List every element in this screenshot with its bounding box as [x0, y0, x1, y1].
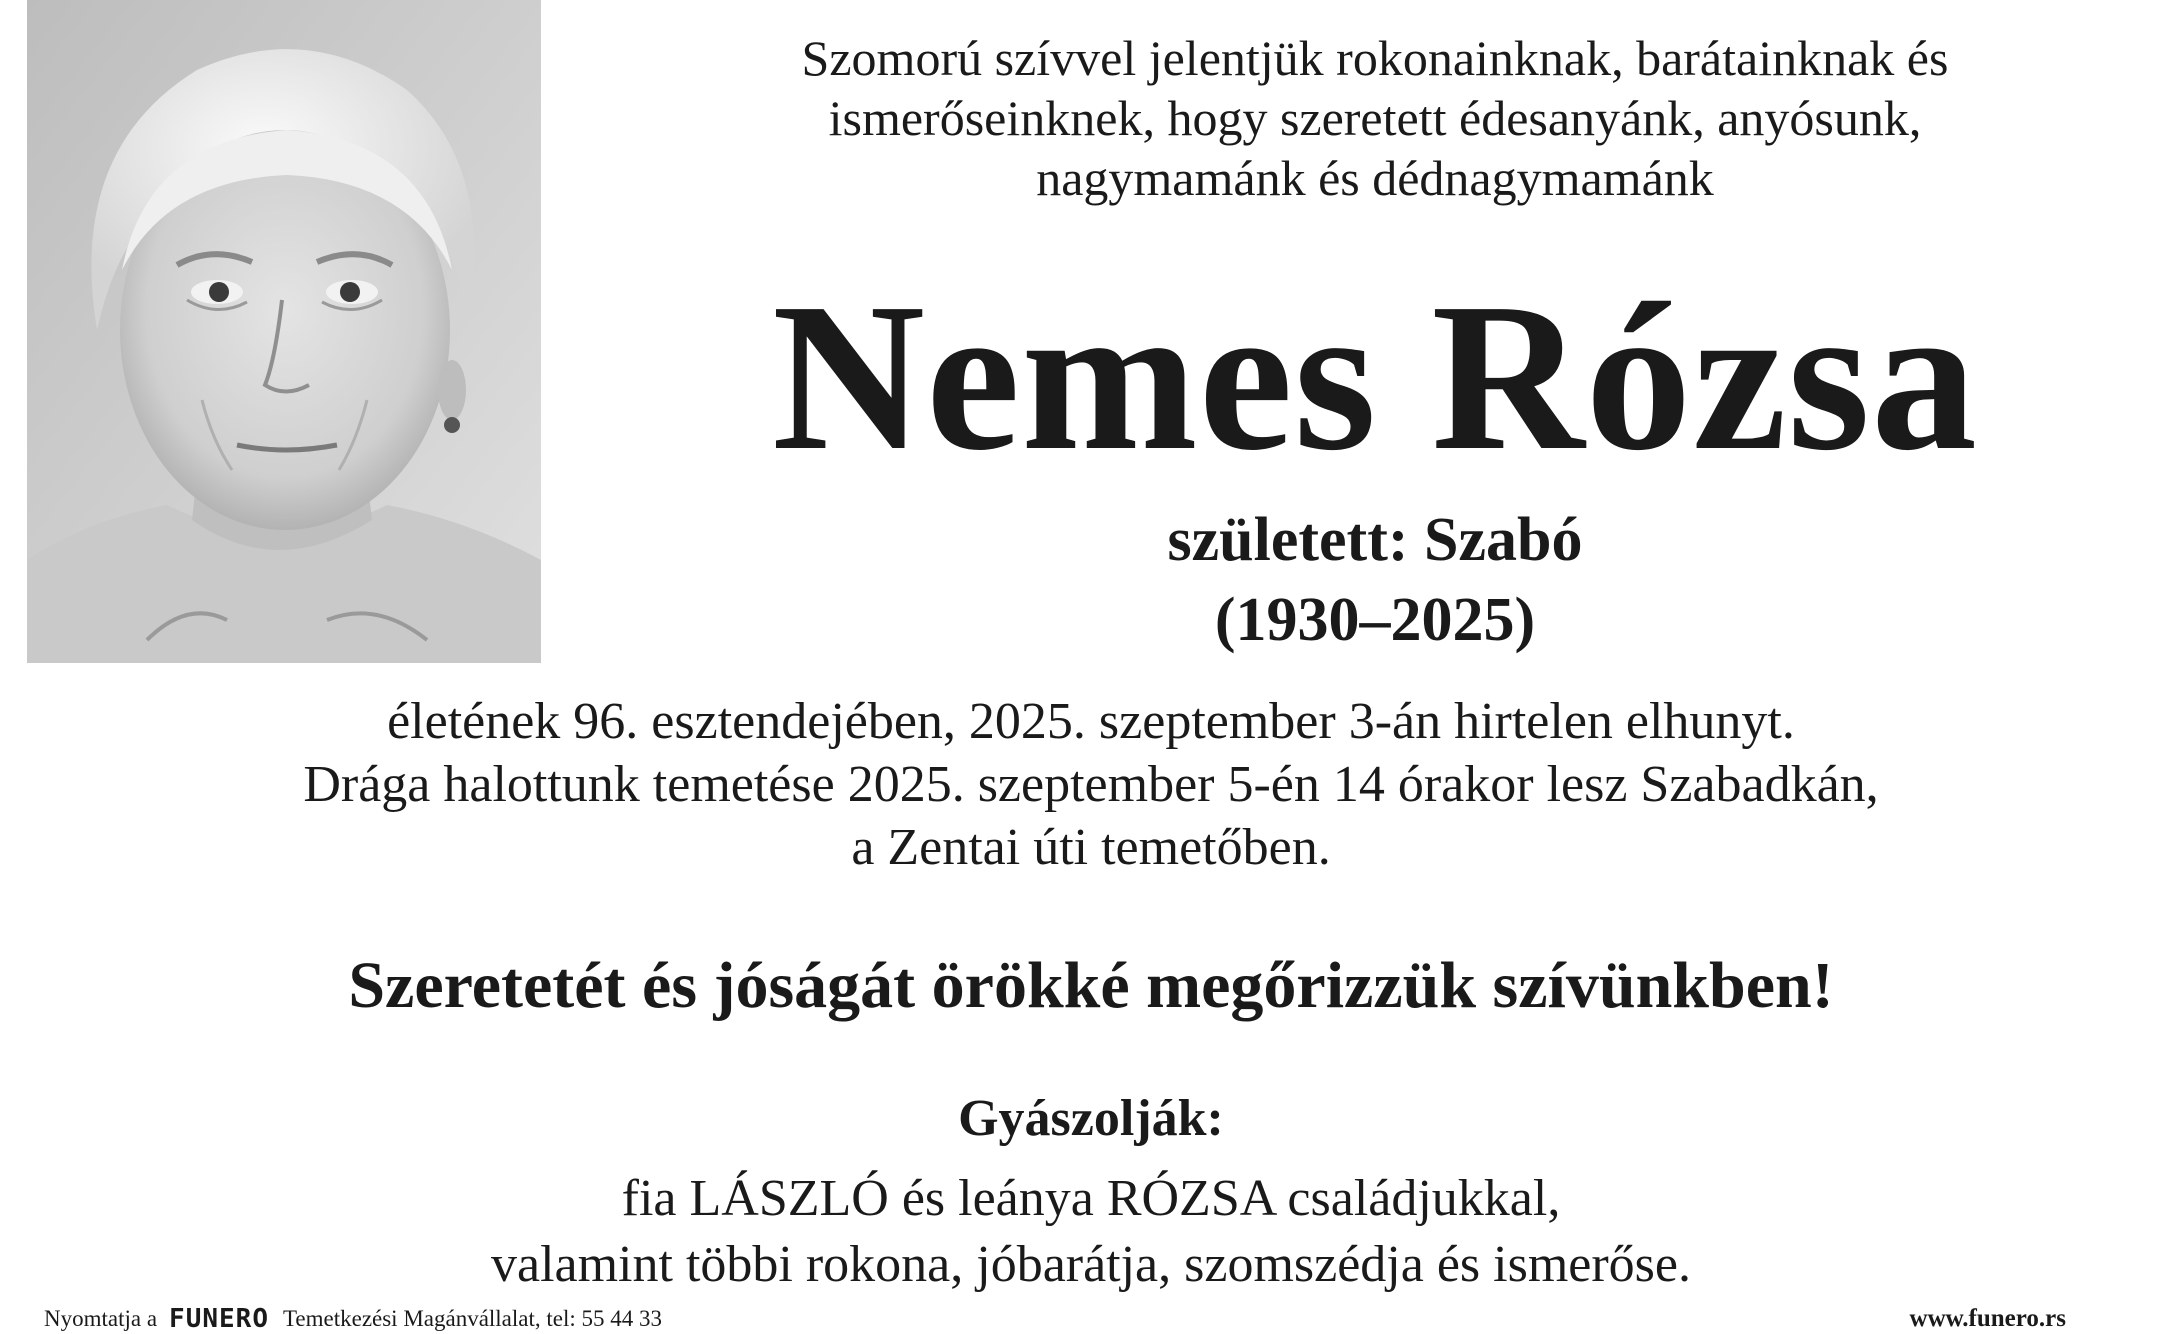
death-funeral-details	[0, 690, 2182, 879]
mourners-line: valamint többi rokona, jóbarátja, szomszédja és ismerőse.	[491, 1236, 1691, 1293]
footer-printer-info	[44, 1305, 662, 1333]
details-line: életének 96. esztendejében, 2025. szeptember 3-án hirtelen elhunyt.	[387, 693, 1795, 750]
details-line: Drága halottunk temetése 2025. szeptember 5-én 14 órakor lesz Szabadkán,	[303, 756, 1879, 813]
life-years: (1930–2025)	[1214, 586, 1536, 654]
intro-line: ismerőseinknek, hogy szeretett édesanyánk, anyósunk,	[828, 90, 1922, 146]
funero-logo: FUNERO	[169, 1304, 269, 1334]
maiden-name: született: Szabó	[1167, 506, 1583, 574]
details-line: a Zentai úti temetőben.	[851, 819, 1331, 876]
intro-line: Szomorú szívvel jelentjük rokonainknak, barátainknak és	[801, 30, 1949, 86]
deceased-name: Nemes Rózsa	[771, 259, 1979, 494]
mourners-line: fia LÁSZLÓ és leánya RÓZSA családjukkal,	[621, 1170, 1561, 1227]
intro-text	[600, 28, 2150, 208]
printed-by-label: Nyomtatja a	[44, 1306, 158, 1331]
memorial-motto: Szeretetét és jóságát örökké megőrizzük szívünkben!	[348, 949, 1834, 1022]
website-link[interactable]: www.funero.rs	[1909, 1305, 2066, 1332]
mourners-heading: Gyászolják:	[958, 1090, 1224, 1147]
company-info: Temetkezési Magánvállalat, tel: 55 44 33	[282, 1306, 663, 1331]
intro-line: nagymamánk és dédnagymamánk	[1036, 150, 1714, 206]
mourners-list	[0, 1166, 2182, 1298]
portrait-illustration	[27, 0, 541, 663]
portrait-photo	[27, 0, 541, 663]
